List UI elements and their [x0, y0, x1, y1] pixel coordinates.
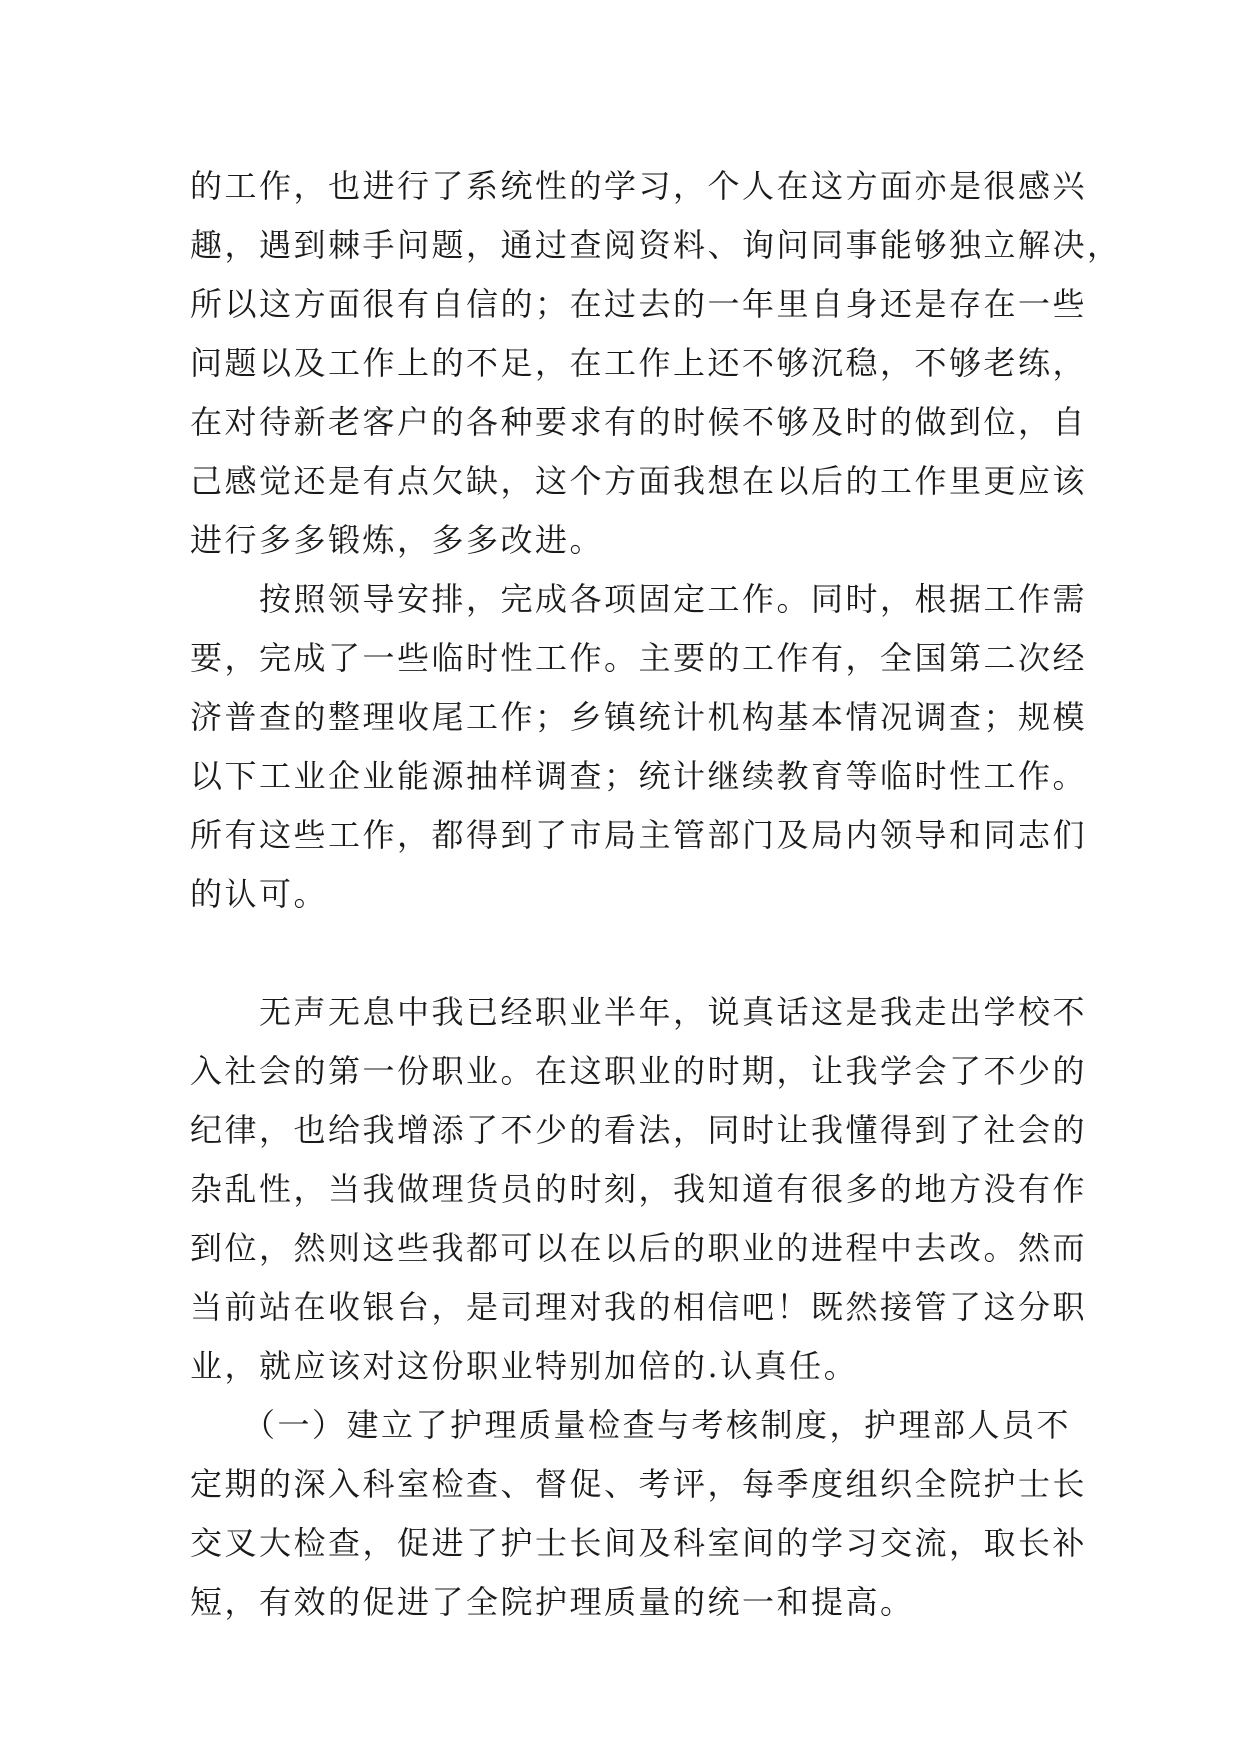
- text-line: 趣，遇到棘手问题，通过查阅资料、询问同事能够独立解决，: [190, 226, 1122, 264]
- text-line: 定期的深入科室检查、督促、考评，每季度组织全院护士长: [190, 1465, 1088, 1503]
- paragraph-3: [190, 983, 1088, 1396]
- text-line: 所有这些工作，都得到了市局主管部门及局内领导和同志们: [190, 816, 1088, 854]
- paragraph-2: [190, 570, 1088, 983]
- text-line: 在对待新老客户的各种要求有的时候不够及时的做到位，自: [190, 403, 1088, 441]
- text-line: 业，就应该对这份职业特别加倍的.认真任。: [190, 1347, 859, 1385]
- paragraph-1: [190, 157, 1122, 570]
- text-line: 交叉大检查，促进了护士长间及科室间的学习交流，取长补: [190, 1524, 1088, 1562]
- text-line: 当前站在收银台，是司理对我的相信吧！既然接管了这分职: [190, 1288, 1088, 1326]
- document-body: [190, 157, 1122, 1632]
- text-line: [190, 924, 1060, 983]
- text-line: 按照领导安排，完成各项固定工作。同时，根据工作需: [190, 580, 1088, 618]
- text-line: 所以这方面很有自信的；在过去的一年里自身还是存在一些: [190, 285, 1088, 323]
- text-line: 以下工业企业能源抽样调查；统计继续教育等临时性工作。: [190, 757, 1088, 795]
- text-line: 济普查的整理收尾工作；乡镇统计机构基本情况调查；规模: [190, 698, 1088, 736]
- paragraph-4: [190, 1396, 1088, 1632]
- text-line: 进行多多锻炼，多多改进。: [190, 521, 605, 559]
- text-line: （一）建立了护理质量检查与考核制度，护理部人员不: [190, 1406, 1072, 1444]
- text-line: 要，完成了一些临时性工作。主要的工作有，全国第二次经: [190, 639, 1088, 677]
- text-line: 的认可。: [190, 875, 329, 913]
- text-line: 己感觉还是有点欠缺，这个方面我想在以后的工作里更应该: [190, 462, 1088, 500]
- text-line: 短，有效的促进了全院护理质量的统一和提高。: [190, 1583, 915, 1621]
- text-line: 问题以及工作上的不足，在工作上还不够沉稳，不够老练，: [190, 344, 1088, 382]
- text-line: 纪律，也给我增添了不少的看法，同时让我懂得到了社会的: [190, 1111, 1088, 1149]
- text-line: 到位，然则这些我都可以在以后的职业的进程中去改。然而: [190, 1229, 1088, 1267]
- text-line: 杂乱性，当我做理货员的时刻，我知道有很多的地方没有作: [190, 1170, 1088, 1208]
- text-line: 入社会的第一份职业。在这职业的时期，让我学会了不少的: [190, 1052, 1088, 1090]
- text-line: 的工作，也进行了系统性的学习，个人在这方面亦是很感兴: [190, 167, 1088, 205]
- text-line: 无声无息中我已经职业半年，说真话这是我走出学校不: [190, 993, 1088, 1031]
